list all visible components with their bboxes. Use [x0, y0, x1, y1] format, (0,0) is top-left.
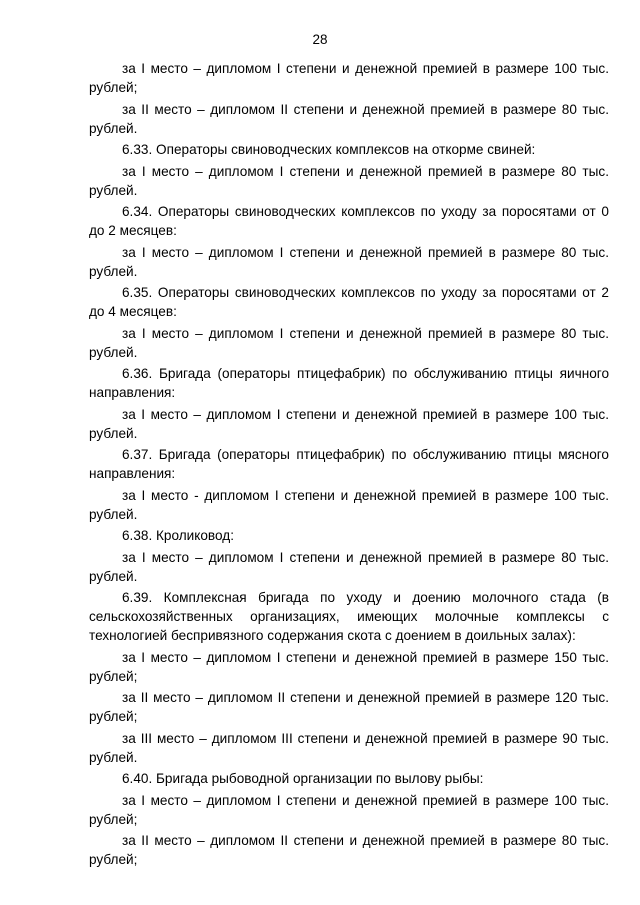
page-number: 28 — [312, 32, 328, 47]
award-paragraph: за I место - дипломом I степени и денежной премией в размере 100 тыс. рублей. — [89, 487, 609, 522]
section-heading-6-36: 6.36. Бригада (операторы птицефабрик) по обслуживанию птицы яичного направления: — [89, 366, 609, 400]
award-paragraph: за I место – дипломом I степени и денежной премией в размере 80 тыс. рублей. — [89, 325, 609, 360]
document-body — [89, 59, 609, 872]
award-paragraph: за I место – дипломом I степени и денежной премией в размере 100 тыс. рублей; — [89, 792, 609, 827]
award-paragraph: за III место – дипломом III степени и денежной премией в размере 90 тыс. рублей. — [89, 730, 609, 765]
award-paragraph: за II место – дипломом II степени и денежной премией в размере 80 тыс. рублей; — [89, 833, 609, 867]
section-heading-6-33: 6.33. Операторы свиноводческих комплексов на откорме свиней: — [122, 142, 536, 157]
section-heading-6-39: 6.39. Комплексная бригада по уходу и доению молочного стада (в сельскохозяйственных организациях, имеющих молочные комплексы с технологией беспривязного содержания скота с доением в доильных залах): — [89, 590, 609, 643]
award-paragraph: за I место – дипломом I степени и денежной премией в размере 80 тыс. рублей. — [89, 549, 609, 584]
section-heading-6-35: 6.35. Операторы свиноводческих комплексов по уходу за поросятами от 2 до 4 месяцев: — [89, 285, 609, 319]
award-paragraph: за I место – дипломом I степени и денежной премией в размере 80 тыс. рублей. — [89, 163, 609, 198]
award-paragraph: за I место – дипломом I степени и денежной премией в размере 100 тыс. рублей. — [89, 406, 609, 441]
award-paragraph: за I место – дипломом I степени и денежной премией в размере 80 тыс. рублей. — [89, 244, 609, 279]
section-heading-6-40: 6.40. Бригада рыбоводной организации по вылову рыбы: — [122, 771, 484, 786]
award-paragraph: за I место – дипломом I степени и денежной премией в размере 100 тыс. рублей; — [89, 61, 609, 95]
award-paragraph: за I место – дипломом I степени и денежной премией в размере 150 тыс. рублей; — [89, 649, 609, 684]
section-heading-6-38: 6.38. Кроликовод: — [122, 528, 234, 543]
award-paragraph: за II место – дипломом II степени и денежной премией в размере 80 тыс. рублей. — [89, 101, 609, 136]
section-heading-6-37: 6.37. Бригада (операторы птицефабрик) по обслуживанию птицы мясного направления: — [89, 447, 609, 481]
section-heading-6-34: 6.34. Операторы свиноводческих комплексов по уходу за поросятами от 0 до 2 месяцев: — [89, 204, 609, 238]
award-paragraph: за II место – дипломом II степени и денежной премией в размере 120 тыс. рублей; — [89, 690, 609, 724]
